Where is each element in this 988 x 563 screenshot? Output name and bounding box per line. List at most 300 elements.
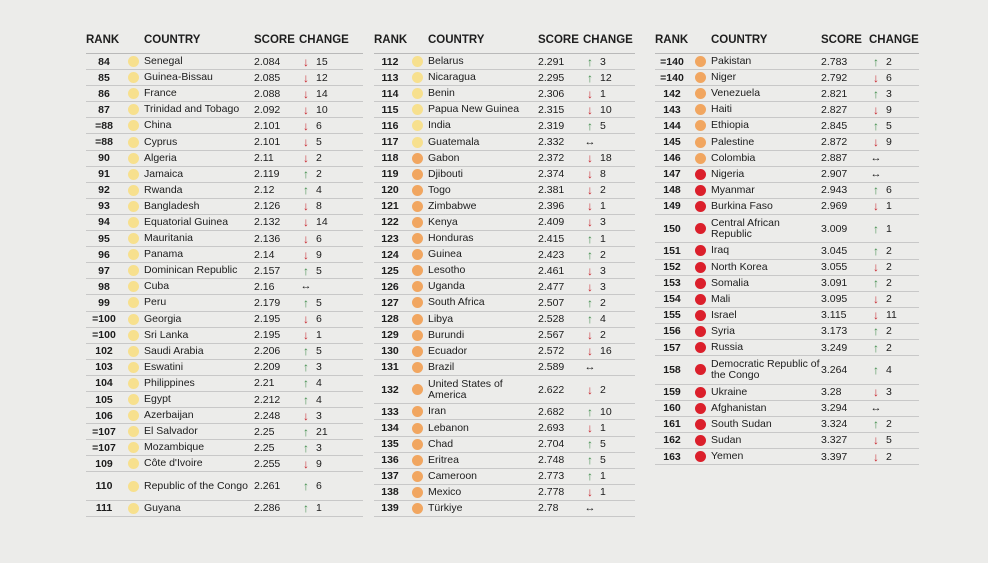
peace-level-dot-icon — [412, 169, 423, 180]
country-cell: Sudan — [711, 433, 742, 446]
rank-cell: 97 — [98, 264, 110, 277]
peace-level-dot-icon — [695, 104, 706, 115]
arrow-left-right-icon: ↔ — [584, 135, 596, 148]
rank-cell: 123 — [381, 232, 399, 245]
peace-level-dot-icon — [695, 169, 706, 180]
change-cell — [583, 362, 635, 373]
country-cell: Iraq — [711, 244, 730, 257]
rank-cell: 146 — [663, 152, 681, 165]
table-row — [655, 276, 919, 292]
table-row — [374, 437, 635, 453]
change-cell — [583, 249, 635, 261]
rank-cell: 105 — [95, 393, 113, 406]
arrow-left-right-icon: ↔ — [300, 280, 312, 293]
country-cell: Rwanda — [144, 183, 183, 196]
arrow-up-icon: ↑ — [873, 243, 879, 258]
rank-cell: 93 — [98, 200, 110, 213]
change-cell — [869, 72, 919, 84]
table-row — [86, 167, 363, 183]
table-row — [374, 453, 635, 469]
peace-level-dot-icon — [128, 503, 139, 514]
arrow-up-icon: ↑ — [873, 221, 879, 236]
change-value: 3 — [600, 216, 606, 229]
score-cell: 2.396 — [538, 200, 565, 213]
peace-level-dot-icon — [412, 153, 423, 164]
rank-cell: =107 — [92, 425, 116, 438]
change-value: 4 — [316, 184, 322, 197]
table-row — [374, 247, 635, 263]
table-header — [655, 27, 919, 54]
peace-level-dot-icon — [412, 406, 423, 417]
change-value: 12 — [600, 71, 612, 84]
change-value: 11 — [886, 309, 897, 322]
table-row — [655, 54, 919, 70]
peace-level-dot-icon — [412, 503, 423, 514]
peace-level-dot-icon — [128, 481, 139, 492]
score-cell: 2.21 — [254, 377, 275, 390]
change-value: 4 — [316, 377, 322, 390]
peace-level-dot-icon — [695, 387, 706, 398]
table-row — [655, 199, 919, 215]
rank-cell: =100 — [92, 329, 116, 342]
peace-level-dot-icon — [128, 72, 139, 83]
change-cell — [583, 233, 635, 245]
score-cell: 2.16 — [254, 280, 275, 293]
table-row — [655, 134, 919, 150]
rank-cell: 145 — [663, 136, 681, 149]
table-row — [374, 263, 635, 279]
country-cell: Brazil — [428, 360, 455, 373]
country-cell: United States of America — [428, 377, 503, 401]
table-row — [86, 424, 363, 440]
country-cell: Cyprus — [144, 135, 178, 148]
peace-level-dot-icon — [412, 423, 423, 434]
arrow-up-icon: ↑ — [303, 344, 309, 359]
table-row — [374, 485, 635, 501]
arrow-down-icon: ↓ — [587, 199, 593, 214]
change-cell — [299, 480, 363, 492]
rank-cell: 154 — [663, 293, 681, 306]
rank-cell: 120 — [381, 184, 399, 197]
table-row — [655, 292, 919, 308]
score-cell: 2.14 — [254, 248, 275, 261]
score-cell: 2.907 — [821, 168, 848, 181]
peace-level-dot-icon — [128, 458, 139, 469]
peace-level-dot-icon — [695, 419, 706, 430]
country-cell: France — [144, 87, 177, 100]
table-row — [374, 215, 635, 231]
change-cell — [583, 88, 635, 100]
country-cell: Mauritania — [144, 232, 194, 245]
change-value: 5 — [886, 119, 892, 132]
table-row — [655, 183, 919, 199]
country-cell: Ethiopia — [711, 119, 749, 132]
change-cell — [299, 313, 363, 325]
arrow-up-icon: ↑ — [303, 479, 309, 494]
table-row — [374, 404, 635, 420]
rank-cell: 163 — [663, 450, 681, 463]
score-cell: 2.306 — [538, 87, 565, 100]
table-row — [86, 231, 363, 247]
peace-level-dot-icon — [412, 471, 423, 482]
peace-level-dot-icon — [412, 201, 423, 212]
change-value: 4 — [600, 313, 606, 326]
peace-level-dot-icon — [695, 262, 706, 273]
change-value: 8 — [600, 168, 606, 181]
change-cell — [869, 169, 919, 180]
score-cell: 3.294 — [821, 402, 848, 415]
table-row — [655, 243, 919, 259]
country-cell: Mexico — [428, 485, 462, 498]
score-cell: 2.773 — [538, 470, 565, 483]
change-value: 2 — [886, 325, 892, 338]
change-value: 1 — [600, 87, 606, 100]
score-cell: 2.25 — [254, 425, 275, 438]
change-value: 3 — [316, 409, 322, 422]
change-cell — [869, 56, 919, 68]
table-row — [374, 199, 635, 215]
change-value: 5 — [600, 454, 606, 467]
peace-level-dot-icon — [128, 281, 139, 292]
arrow-up-icon: ↑ — [303, 440, 309, 455]
score-cell: 2.315 — [538, 103, 565, 116]
change-value: 2 — [600, 184, 606, 197]
country-cell: Burkina Faso — [711, 199, 773, 212]
change-cell — [583, 422, 635, 434]
score-cell: 2.295 — [538, 71, 565, 84]
table-row — [374, 501, 635, 517]
rank-cell: 106 — [95, 409, 113, 422]
arrow-down-icon: ↓ — [873, 292, 879, 307]
arrow-up-icon: ↑ — [587, 118, 593, 133]
peace-level-dot-icon — [128, 153, 139, 164]
change-value: 2 — [316, 152, 322, 165]
arrow-up-icon: ↑ — [587, 404, 593, 419]
table-row — [655, 385, 919, 401]
rank-cell: 104 — [95, 377, 113, 390]
arrow-down-icon: ↓ — [303, 312, 309, 327]
table-row — [655, 324, 919, 340]
country-cell: Russia — [711, 341, 744, 354]
country-cell: Cuba — [144, 280, 170, 293]
rank-cell: 117 — [381, 136, 399, 149]
score-cell: 2.084 — [254, 55, 281, 68]
country-cell: Equatorial Guinea — [144, 215, 229, 228]
arrow-down-icon: ↓ — [873, 102, 879, 117]
table-row — [374, 167, 635, 183]
peace-level-dot-icon — [695, 342, 706, 353]
change-cell — [583, 470, 635, 482]
arrow-down-icon: ↓ — [587, 215, 593, 230]
score-cell: 2.693 — [538, 422, 565, 435]
peace-level-dot-icon — [128, 217, 139, 228]
country-cell: Afghanistan — [711, 401, 767, 414]
country-cell: Niger — [711, 71, 737, 84]
rank-cell: 136 — [381, 454, 399, 467]
change-cell — [869, 293, 919, 305]
score-cell: 2.415 — [538, 232, 565, 245]
arrow-down-icon: ↓ — [303, 215, 309, 230]
arrow-down-icon: ↓ — [873, 449, 879, 464]
peace-level-dot-icon — [128, 410, 139, 421]
score-cell: 2.195 — [254, 329, 281, 342]
score-cell: 2.372 — [538, 152, 565, 165]
change-value: 2 — [886, 261, 892, 274]
rank-cell: 95 — [98, 232, 110, 245]
score-cell: 2.78 — [538, 502, 559, 515]
table-row — [655, 260, 919, 276]
score-cell: 3.009 — [821, 222, 848, 235]
change-cell — [869, 200, 919, 212]
change-value: 1 — [600, 422, 606, 435]
arrow-up-icon: ↑ — [587, 295, 593, 310]
country-cell: Sri Lanka — [144, 328, 189, 341]
rank-cell: 160 — [663, 402, 681, 415]
country-cell: Djibouti — [428, 167, 464, 180]
country-cell: Georgia — [144, 312, 182, 325]
peace-level-dot-icon — [695, 56, 706, 67]
rank-cell: 159 — [663, 386, 681, 399]
country-cell: Myanmar — [711, 183, 755, 196]
score-cell: 2.11 — [254, 152, 274, 165]
score-cell: 2.248 — [254, 409, 281, 422]
arrow-down-icon: ↓ — [587, 328, 593, 343]
change-cell — [869, 245, 919, 257]
change-value: 2 — [600, 383, 606, 396]
country-cell: Philippines — [144, 376, 195, 389]
rank-cell: 109 — [95, 457, 113, 470]
country-cell: Saudi Arabia — [144, 344, 204, 357]
change-cell — [869, 88, 919, 100]
table-row — [374, 54, 635, 70]
arrow-down-icon: ↓ — [873, 385, 879, 400]
score-cell: 2.212 — [254, 393, 281, 406]
rank-cell: 150 — [663, 222, 681, 235]
peace-level-dot-icon — [128, 185, 139, 196]
table-row — [374, 328, 635, 344]
table-row — [374, 420, 635, 436]
table-row — [374, 183, 635, 199]
peace-level-dot-icon — [412, 233, 423, 244]
peace-level-dot-icon — [128, 88, 139, 99]
peace-level-dot-icon — [128, 314, 139, 325]
peace-level-dot-icon — [412, 120, 423, 131]
country-cell: Israel — [711, 308, 737, 321]
table-row — [655, 151, 919, 167]
country-cell: Gabon — [428, 151, 460, 164]
rank-cell: 90 — [98, 152, 110, 165]
arrow-down-icon: ↓ — [303, 151, 309, 166]
score-cell: 2.821 — [821, 87, 848, 100]
score-cell: 2.157 — [254, 264, 281, 277]
change-value: 1 — [600, 470, 606, 483]
table-row — [86, 215, 363, 231]
change-cell — [299, 120, 363, 132]
change-value: 2 — [886, 244, 892, 257]
rank-cell: 161 — [663, 418, 681, 431]
arrow-down-icon: ↓ — [587, 86, 593, 101]
peace-level-dot-icon — [412, 72, 423, 83]
peace-level-dot-icon — [695, 364, 706, 375]
change-value: 2 — [886, 293, 892, 306]
score-cell: 3.173 — [821, 325, 848, 338]
arrow-down-icon: ↓ — [303, 135, 309, 150]
change-value: 2 — [316, 168, 322, 181]
change-cell — [299, 502, 363, 514]
change-cell — [583, 265, 635, 277]
score-cell: 2.567 — [538, 329, 565, 342]
change-cell — [299, 329, 363, 341]
score-cell: 2.381 — [538, 184, 565, 197]
arrow-up-icon: ↑ — [587, 54, 593, 69]
peace-level-dot-icon — [412, 249, 423, 260]
arrow-up-icon: ↑ — [587, 70, 593, 85]
peace-level-dot-icon — [128, 201, 139, 212]
change-value: 8 — [316, 200, 322, 213]
country-cell: Togo — [428, 183, 451, 196]
arrow-up-icon: ↑ — [873, 86, 879, 101]
ranking-column-2 — [374, 27, 635, 517]
country-cell: Haiti — [711, 103, 733, 116]
rank-cell: =140 — [660, 55, 684, 68]
rank-cell: 99 — [98, 296, 110, 309]
change-cell — [583, 297, 635, 309]
change-cell — [869, 364, 919, 376]
change-value: 15 — [316, 55, 328, 68]
peace-level-dot-icon — [695, 310, 706, 321]
change-cell — [299, 104, 363, 116]
change-cell — [299, 394, 363, 406]
score-cell: 2.477 — [538, 280, 565, 293]
country-cell: Eritrea — [428, 453, 459, 466]
country-cell: Trinidad and Tobago — [144, 103, 240, 116]
score-cell: 2.783 — [821, 55, 848, 68]
table-row — [374, 70, 635, 86]
change-value: 1 — [600, 200, 606, 213]
country-cell: Venezuela — [711, 87, 761, 100]
arrow-up-icon: ↑ — [587, 437, 593, 452]
change-cell — [869, 136, 919, 148]
arrow-up-icon: ↑ — [873, 54, 879, 69]
arrow-left-right-icon: ↔ — [870, 167, 882, 180]
change-cell — [583, 104, 635, 116]
change-cell — [583, 503, 635, 514]
change-value: 1 — [600, 232, 606, 245]
change-header: CHANGE — [583, 34, 633, 46]
country-cell: South Africa — [428, 296, 485, 309]
score-cell: 2.209 — [254, 361, 281, 374]
score-cell: 2.179 — [254, 296, 281, 309]
arrow-up-icon: ↑ — [873, 362, 879, 377]
score-cell: 2.748 — [538, 454, 565, 467]
country-cell: Colombia — [711, 151, 756, 164]
score-cell: 2.622 — [538, 383, 565, 396]
table-row — [655, 340, 919, 356]
peace-level-dot-icon — [695, 72, 706, 83]
peace-level-dot-icon — [412, 297, 423, 308]
change-value: 3 — [886, 386, 892, 399]
change-cell — [299, 56, 363, 68]
table-row — [86, 118, 363, 134]
peace-level-dot-icon — [412, 314, 423, 325]
peace-level-dot-icon — [128, 265, 139, 276]
change-value: 5 — [316, 296, 322, 309]
score-cell: 2.255 — [254, 457, 281, 470]
change-cell — [583, 281, 635, 293]
country-cell: Jamaica — [144, 167, 184, 180]
score-cell: 2.132 — [254, 216, 281, 229]
change-value: 3 — [600, 264, 606, 277]
peace-level-dot-icon — [412, 384, 423, 395]
change-value: 2 — [886, 418, 892, 431]
rank-cell: 129 — [381, 329, 399, 342]
arrow-up-icon: ↑ — [587, 469, 593, 484]
change-cell — [299, 361, 363, 373]
table-row — [86, 392, 363, 408]
country-cell: Syria — [711, 324, 735, 337]
country-cell: Iran — [428, 405, 447, 418]
peace-level-dot-icon — [412, 104, 423, 115]
rank-cell: 148 — [663, 184, 681, 197]
change-cell — [869, 184, 919, 196]
peace-level-dot-icon — [695, 185, 706, 196]
arrow-up-icon: ↑ — [873, 276, 879, 291]
change-value: 6 — [316, 232, 322, 245]
arrow-up-icon: ↑ — [873, 340, 879, 355]
peace-level-dot-icon — [695, 451, 706, 462]
country-cell: Benin — [428, 87, 455, 100]
peace-level-dot-icon — [412, 362, 423, 373]
arrow-up-icon: ↑ — [303, 295, 309, 310]
change-cell — [583, 313, 635, 325]
arrow-up-icon: ↑ — [587, 231, 593, 246]
change-value: 2 — [886, 277, 892, 290]
table-row — [86, 344, 363, 360]
peace-level-dot-icon — [695, 326, 706, 337]
rank-cell: 139 — [381, 502, 399, 515]
change-cell — [299, 281, 363, 292]
change-cell — [299, 377, 363, 389]
rank-cell: 158 — [663, 363, 681, 376]
score-cell: 2.206 — [254, 345, 281, 358]
rank-cell: 121 — [381, 200, 399, 213]
table-row — [655, 417, 919, 433]
country-cell: Mali — [711, 292, 731, 305]
change-value: 3 — [316, 441, 322, 454]
change-cell — [869, 223, 919, 235]
arrow-down-icon: ↓ — [303, 102, 309, 117]
arrow-down-icon: ↓ — [303, 70, 309, 85]
rank-cell: 149 — [663, 200, 681, 213]
table-row — [374, 469, 635, 485]
rank-cell: 112 — [381, 55, 399, 68]
rank-cell: 125 — [381, 264, 399, 277]
table-row — [655, 70, 919, 86]
table-row — [86, 70, 363, 86]
rank-cell: 122 — [381, 216, 399, 229]
change-value: 5 — [316, 136, 322, 149]
change-cell — [583, 438, 635, 450]
rank-cell: 102 — [95, 345, 113, 358]
country-cell: Pakistan — [711, 55, 752, 68]
country-cell: Yemen — [711, 450, 744, 463]
country-cell: Ecuador — [428, 344, 468, 357]
rank-cell: 118 — [381, 152, 399, 165]
change-value: 1 — [316, 329, 322, 342]
country-cell: Burundi — [428, 328, 465, 341]
table-row — [86, 501, 363, 517]
score-header: SCORE — [821, 34, 862, 46]
